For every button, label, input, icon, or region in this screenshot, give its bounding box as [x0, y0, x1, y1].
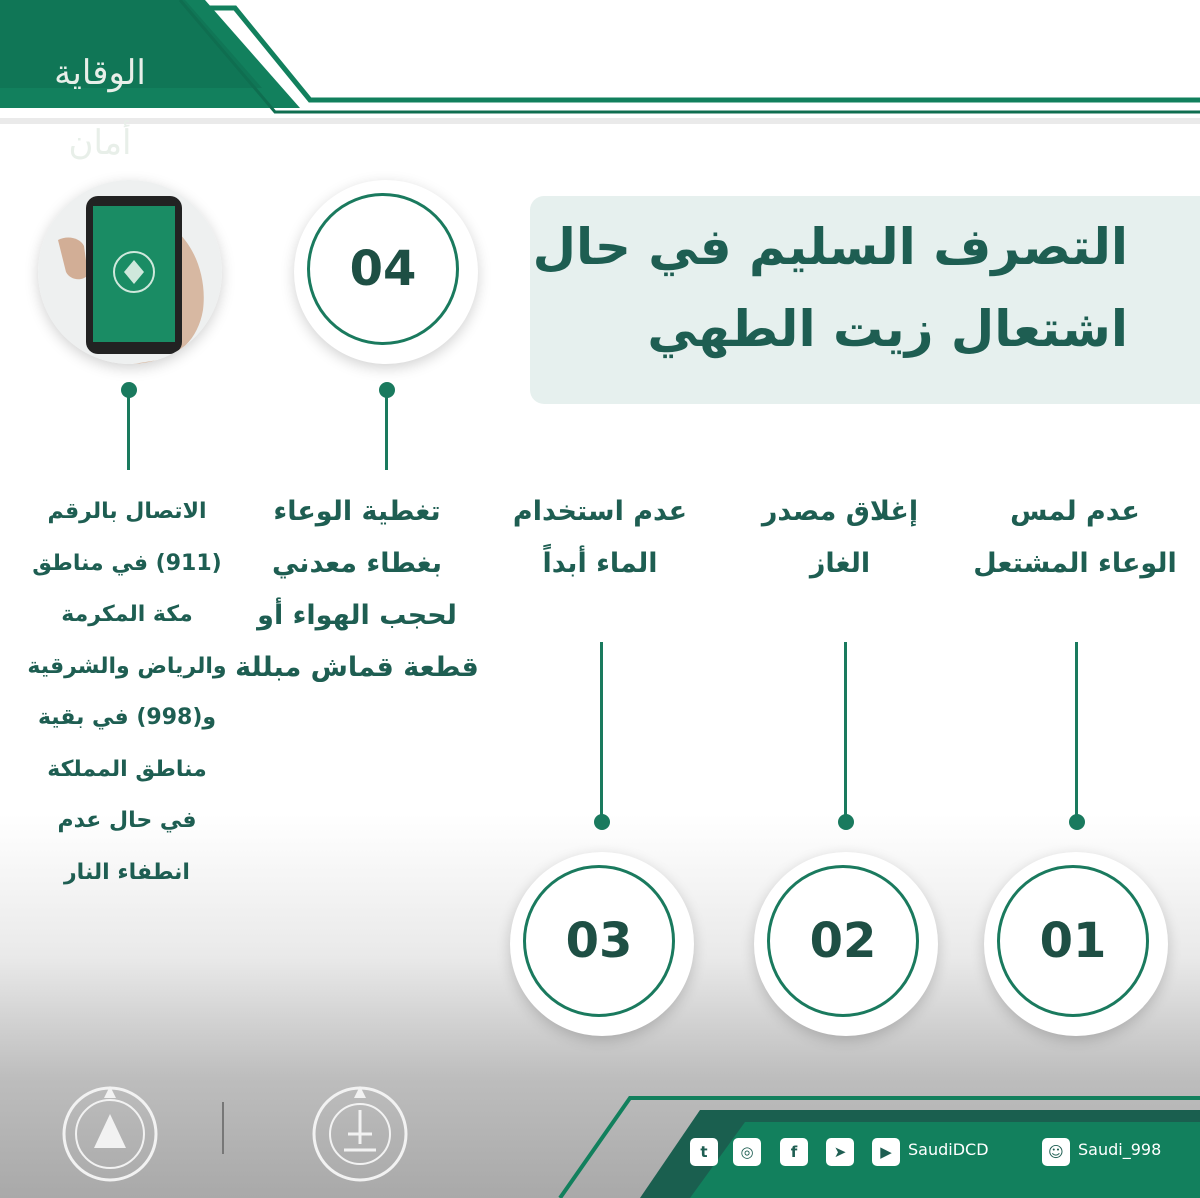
text-line: الماء أبداً: [542, 548, 658, 579]
step-03-number: 03: [565, 913, 633, 969]
connector-line: [1075, 642, 1078, 817]
text-line: والرياض والشرقية: [27, 653, 227, 679]
telegram-icon[interactable]: ➤: [826, 1138, 854, 1166]
connector-line: [385, 395, 388, 470]
page-title-line-2: اشتعال زيت الطهي: [647, 300, 1128, 358]
civil-defense-emblem: [50, 1072, 170, 1192]
step-03-ring: [523, 865, 675, 1017]
instagram-icon[interactable]: ◎: [733, 1138, 761, 1166]
text-line: انطفاء النار: [64, 859, 190, 885]
snapchat-icon[interactable]: ☺: [1042, 1138, 1070, 1166]
connector-dot: [838, 814, 854, 830]
text-line: تغطية الوعاء: [273, 496, 441, 527]
step-03-circle: [510, 852, 694, 1036]
step-01-text: [955, 486, 1195, 590]
connector-dot: [594, 814, 610, 830]
connector-line: [600, 642, 603, 817]
facebook-icon[interactable]: f: [780, 1138, 808, 1166]
text-line: (911) في مناطق: [32, 550, 222, 576]
step-01-circle: [984, 852, 1168, 1036]
connector-line: [844, 642, 847, 817]
title-panel: [530, 196, 1200, 404]
step-01-ring: [997, 865, 1149, 1017]
step-02-number: 02: [809, 913, 877, 969]
ministry-emblem: [300, 1072, 420, 1192]
youtube-icon[interactable]: ▶: [872, 1138, 900, 1166]
text-line: مكة المكرمة: [61, 602, 193, 627]
call-emergency-text: [16, 486, 238, 898]
step-01-number: 01: [1039, 913, 1107, 969]
text-line: إغلاق مصدر: [761, 496, 919, 527]
step-03-text: [480, 486, 720, 590]
text-line: الغاز: [809, 548, 871, 579]
emblem-divider: [222, 1102, 224, 1154]
page-title-line-1: التصرف السليم في حال: [532, 218, 1128, 276]
text-line: و(998) في بقية: [37, 705, 217, 730]
brand-logo: الوقاية أمان: [54, 53, 146, 163]
text-line: الوعاء المشتعل: [973, 548, 1177, 579]
social-handle[interactable]: SaudiDCD: [908, 1140, 989, 1159]
text-line: عدم استخدام: [512, 496, 688, 527]
text-line: الاتصال بالرقم: [47, 499, 207, 524]
text-line: عدم لمس: [1010, 496, 1140, 527]
twitter-icon[interactable]: t: [690, 1138, 718, 1166]
phone-image: [38, 180, 222, 364]
step-02-circle: [754, 852, 938, 1036]
text-line: بغطاء معدني: [271, 548, 443, 579]
step-04-text: [232, 486, 482, 694]
text-line: في حال عدم: [57, 808, 197, 833]
step-04-ring: [307, 193, 459, 345]
snap-handle[interactable]: Saudi_998: [1078, 1140, 1162, 1159]
connector-line: [127, 395, 130, 470]
connector-dot: [1069, 814, 1085, 830]
text-line: قطعة قماش مبللة: [235, 652, 479, 683]
text-line: لحجب الهواء أو: [257, 600, 457, 631]
text-line: مناطق المملكة: [47, 756, 207, 782]
header-band: [0, 0, 1200, 163]
step-02-ring: [767, 865, 919, 1017]
step-04-circle: [294, 180, 478, 364]
step-02-text: [730, 486, 950, 590]
step-04-number: 04: [349, 241, 417, 297]
footer-band: [0, 1050, 1200, 1198]
phone-illustration: [38, 180, 222, 364]
